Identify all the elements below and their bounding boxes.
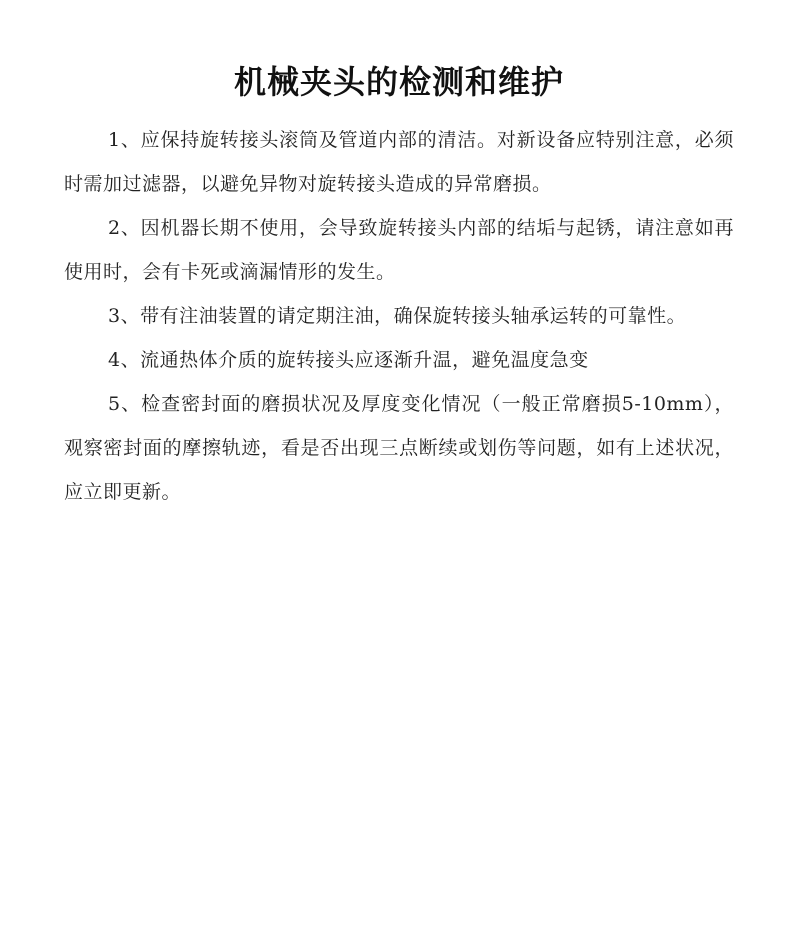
document-body	[64, 118, 734, 514]
paragraph-5: 5、检查密封面的磨损状况及厚度变化情况（一般正常磨损5-10mm），观察密封面的摩擦轨迹，看是否出现三点断续或划伤等问题，如有上述状况，应立即更新。	[64, 393, 734, 503]
paragraph-4: 4、流通热体介质的旋转接头应逐渐升温，避免温度急变	[108, 349, 589, 371]
page-title: 机械夹头的检测和维护	[233, 63, 564, 101]
paragraph-2: 2、因机器长期不使用，会导致旋转接头内部的结垢与起锈，请注意如再使用时，会有卡死或滴漏情形的发生。	[64, 217, 734, 283]
paragraph-3: 3、带有注油装置的请定期注油，确保旋转接头轴承运转的可靠性。	[108, 305, 687, 327]
paragraph-1: 1、应保持旋转接头滚筒及管道内部的清洁。对新设备应特别注意，必须时需加过滤器，以避免异物对旋转接头造成的异常磨损。	[64, 129, 734, 195]
